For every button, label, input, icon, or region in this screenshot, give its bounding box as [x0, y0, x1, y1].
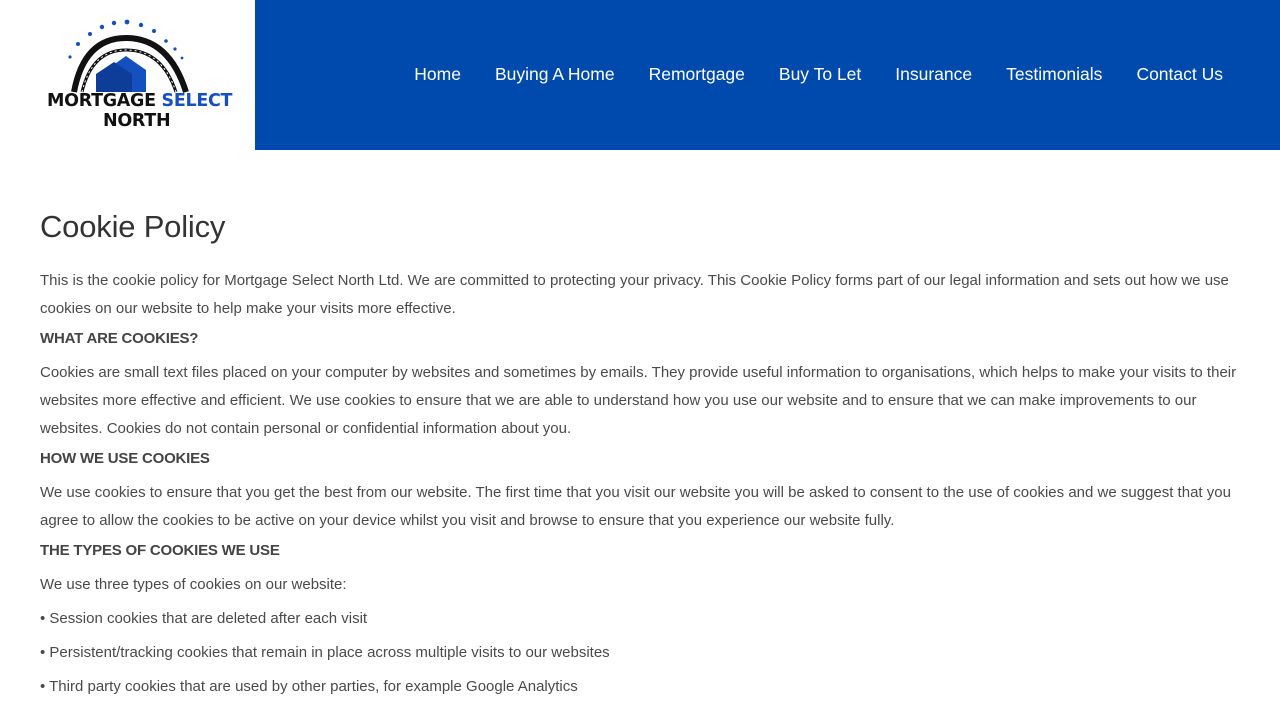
nav-home[interactable]: Home: [414, 64, 461, 84]
section-heading-types: THE TYPES OF COOKIES WE USE: [40, 542, 280, 559]
section-body-types: We use three types of cookies on our website:: [40, 576, 347, 593]
list-item: • Persistent/tracking cookies that remain in place across multiple visits to our websites: [40, 644, 610, 661]
page-title: Cookie Policy: [40, 209, 226, 244]
logo-text-north: NORTH: [103, 111, 171, 131]
nav-bar: [255, 0, 1280, 150]
section-body-how-we-use: We use cookies to ensure that you get the best from our website. The first time that you visit our website you will be asked to consent to the use of cookies and we suggest that you agree to allow the cookies to be active on your device whilst you visit and browse to ensure that you experience our website fully.: [40, 484, 1231, 529]
bridge-logo-icon: [44, 16, 194, 96]
nav-remortgage[interactable]: Remortgage: [648, 64, 745, 84]
logo[interactable]: [0, 0, 255, 150]
logo-text-select: SELECT: [161, 91, 233, 111]
list-item: • Session cookies that are deleted after each visit: [40, 610, 368, 627]
nav-testimonials[interactable]: Testimonials: [1006, 64, 1103, 84]
site-header: [0, 0, 1280, 150]
main-nav: [380, 62, 1223, 86]
list-item: • Third party cookies that are used by other parties, for example Google Analytics: [40, 678, 578, 695]
logo-text-mortgage: MORTGAGE: [47, 91, 156, 111]
section-heading-what-are-cookies: WHAT ARE COOKIES?: [40, 330, 199, 347]
section-body-what-are-cookies: Cookies are small text files placed on your computer by websites and sometimes by emails. They provide useful information to organisations, which helps to make your visits to their websites more effective and efficient. We use cookies to ensure that we are able to understand how you use our website and to ensure that we can make improvements to our websites. Cookies do not contain personal or confidential information about you.: [40, 364, 1237, 437]
intro-paragraph: This is the cookie policy for Mortgage Select North Ltd. We are committed to protecting your privacy. This Cookie Policy forms part of our legal information and sets out how we use cookies on our website to help make your visits more effective.: [40, 272, 1229, 317]
nav-buy-to-let[interactable]: Buy To Let: [778, 64, 862, 84]
section-heading-how-we-use: HOW WE USE COOKIES: [40, 450, 210, 467]
logo-wordmark: [47, 91, 232, 111]
nav-contact-us[interactable]: Contact Us: [1136, 64, 1223, 84]
nav-insurance[interactable]: Insurance: [895, 64, 973, 84]
nav-buying-a-home[interactable]: Buying A Home: [494, 64, 615, 84]
main-content: [40, 206, 1240, 711]
